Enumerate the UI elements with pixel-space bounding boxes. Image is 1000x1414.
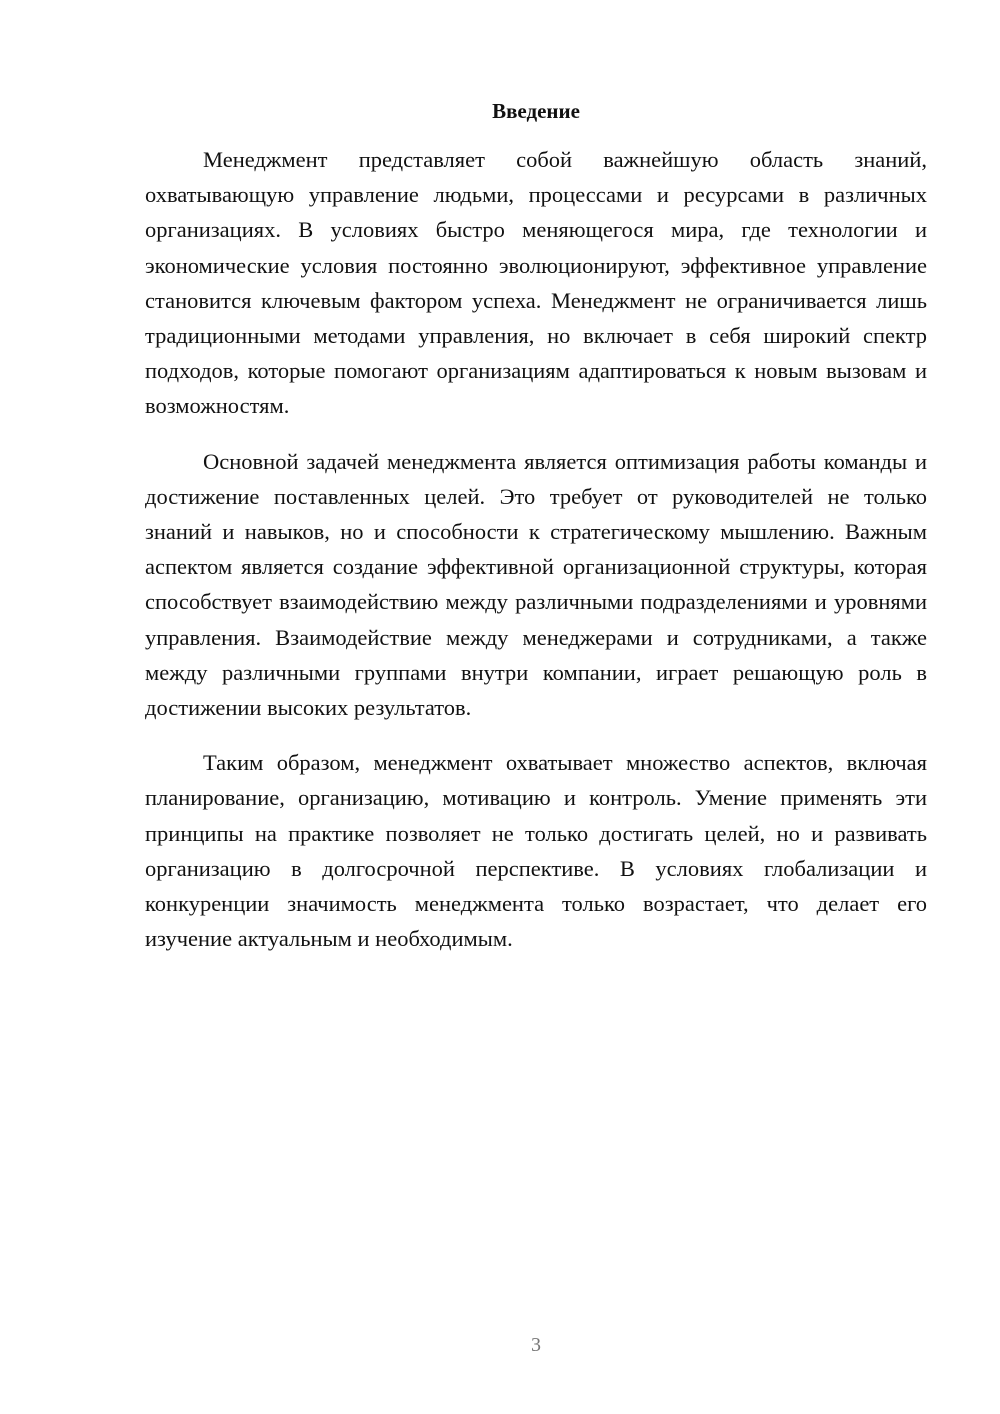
paragraph-3: Таким образом, менеджмент охватывает множество аспектов, включая планирование, организацию, мотивацию и контроль. Умение применять эти принципы на практике позволяет не только достигать целей, но и развивать организацию в долгосрочной перспективе. В условиях глобализации и конкуренции значимость менеджмента только возрастает, что делает его изучение актуальным и необходимым. bbox=[145, 750, 927, 952]
paragraph-2: Основной задачей менеджмента является оптимизация работы команды и достижение поставленных целей. Это требует от руководителей не только знаний и навыков, но и способности к стратегическому мышлению. Важным аспектом является создание эффективной организационной структуры, которая способствует взаимодействию между различными подразделениями и уровнями управления. Взаимодействие между менеджерами и сотрудниками, а также между различными группами внутри компании, играет решающую роль в достижении высоких результатов. bbox=[145, 448, 927, 721]
page-title: Введение bbox=[492, 99, 580, 123]
document-body bbox=[145, 142, 927, 976]
page-number: 3 bbox=[531, 1334, 541, 1356]
paragraph-1: Менеджмент представляет собой важнейшую область знаний, охватывающую управление людьми, процессами и ресурсами в различных организациях. В условиях быстро меняющегося мира, где технологии и экономические условия постоянно эволюционируют, эффективное управление становится ключевым фактором успеха. Менеджмент не ограничивается лишь традиционными методами управления, но включает в себя широкий спектр подходов, которые помогают организациям адаптироваться к новым вызовам и возможностям. bbox=[145, 147, 927, 419]
